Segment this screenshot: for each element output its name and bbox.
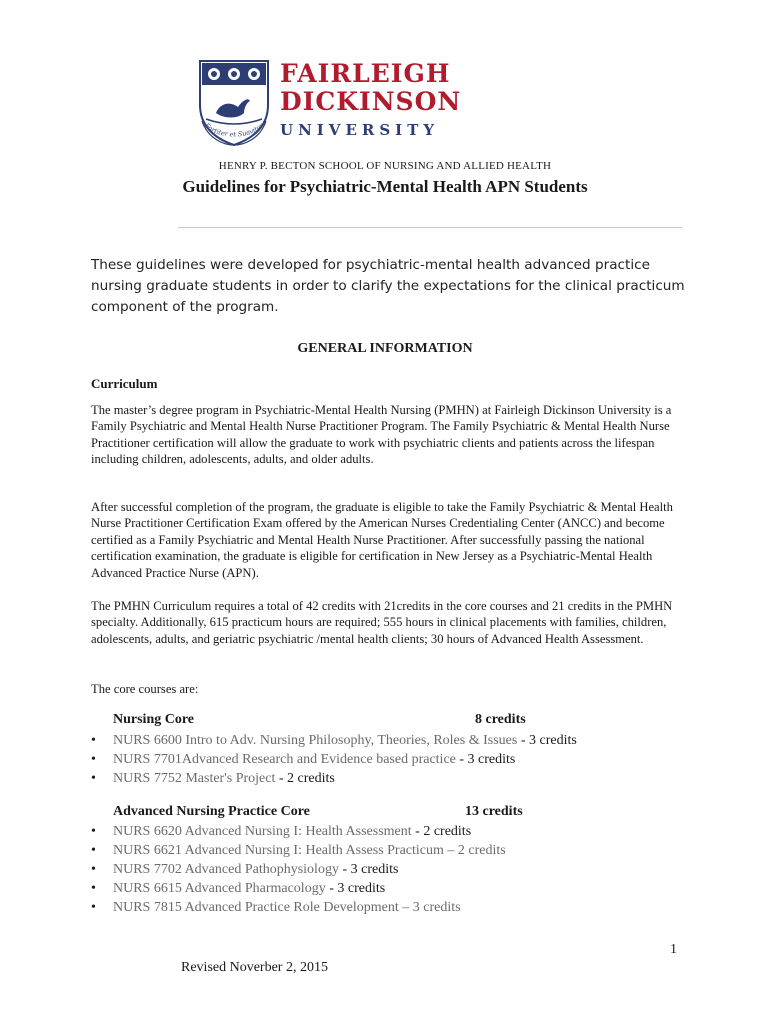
list-item xyxy=(91,769,577,788)
course-name: NURS 7701Advanced Research and Evidence based practice xyxy=(113,752,456,767)
list-item xyxy=(91,731,577,750)
title-divider xyxy=(178,227,682,228)
motto-ribbon xyxy=(194,57,274,147)
course-name: NURS 6600 Intro to Adv. Nursing Philosophy, Theories, Roles & Issues xyxy=(113,733,518,748)
bullet-icon: • xyxy=(91,824,96,839)
intro-paragraph: These guidelines were developed for psychiatric-mental health advanced practice nursing graduate students in order to clarify the expectations for the clinical practicum component of the program. xyxy=(91,257,685,315)
course-name: NURS 6621 Advanced Nursing I: Health Assess Practicum – 2 credits xyxy=(113,843,506,858)
bullet-icon: • xyxy=(91,900,96,915)
advanced-practice-course-list xyxy=(91,822,506,917)
bullet-icon: • xyxy=(91,843,96,858)
list-item xyxy=(91,822,506,841)
bullet-icon: • xyxy=(91,881,96,896)
bullet-icon: • xyxy=(91,733,96,748)
nursing-core-heading xyxy=(113,712,613,728)
logo-line-university: UNIVERSITY xyxy=(280,121,440,139)
curriculum-paragraph-1: The master’s degree program in Psychiatric-Mental Health Nursing (PMHN) at Fairleigh Dickinson University is a Family Psychiatric and Mental Health Nurse Practitioner Program. The Family Psychiatric & Mental Health Nurse Practitioner certification will allow the graduate to work with psychiatric clients and patients across the lifespan including children, adolescents, adults, and older adults. xyxy=(91,403,672,467)
bullet-icon: • xyxy=(91,752,96,767)
core-courses-intro: The core courses are: xyxy=(91,682,199,696)
curriculum-heading: Curriculum xyxy=(91,376,158,391)
course-name: NURS 7702 Advanced Pathophysiology xyxy=(113,862,339,877)
curriculum-paragraph-3: The PMHN Curriculum requires a total of 42 credits with 21credits in the core courses and 21 credits in the PMHN specialty. Additionally, 615 practicum hours are required; 555 hours in clinical placements with families, children, adolescents, adults, and geriatric psychiatric /mental health clients; 30 hours of Advanced Health Assessment. xyxy=(91,599,673,646)
list-item xyxy=(91,898,506,917)
curriculum-paragraph-2: After successful completion of the program, the graduate is eligible to take the Family Psychiatric & Mental Health Nurse Practitioner Certification Exam offered by the American Nurses Credentialing Center (ANCC) and become certified as a Family Psychiatric and Mental Health Nurse Practitioner. After successfully passing the national certification examination, the graduate is eligible for certification in New Jersey as a Psychiatric-Mental Health Advanced Practice Nurse (APN). xyxy=(91,500,673,580)
group-credits: 13 credits xyxy=(465,804,523,819)
school-name: HENRY P. BECTON SCHOOL OF NURSING AND ALLIED HEALTH xyxy=(218,160,552,172)
course-credits: - 3 credits xyxy=(517,733,577,748)
logo-line-fairleigh: FAIRLEIGH xyxy=(280,59,451,88)
bullet-icon: • xyxy=(91,862,96,877)
section-title: GENERAL INFORMATION xyxy=(297,341,473,356)
bullet-icon: • xyxy=(91,771,96,786)
group-name: Advanced Nursing Practice Core xyxy=(113,804,310,819)
document-title: Guidelines for Psychiatric-Mental Health APN Students xyxy=(182,177,588,196)
svg-text:Fortiter et Suaviter: Fortiter et Suaviter xyxy=(203,121,265,139)
list-item xyxy=(91,860,506,879)
list-item xyxy=(91,879,506,898)
course-credits: - 3 credits xyxy=(338,862,399,877)
page-number: 1 xyxy=(670,942,677,957)
nursing-core-course-list xyxy=(91,731,577,788)
group-name: Nursing Core xyxy=(113,712,195,727)
group-credits: 8 credits xyxy=(475,712,526,727)
list-item xyxy=(91,841,506,860)
advanced-practice-core-heading xyxy=(113,804,613,820)
university-logo xyxy=(194,57,462,147)
course-credits: - 3 credits xyxy=(455,752,516,767)
course-name: NURS 6615 Advanced Pharmacology xyxy=(113,881,326,896)
revision-date: Revised Noverber 2, 2015 xyxy=(181,960,328,975)
list-item xyxy=(91,750,577,769)
course-name: NURS 7815 Advanced Practice Role Development – 3 credits xyxy=(113,900,461,915)
course-name: NURS 6620 Advanced Nursing I: Health Assessment xyxy=(113,824,412,839)
logo-line-dickinson: DICKINSON xyxy=(280,87,462,116)
course-credits: - 2 credits xyxy=(275,771,335,786)
course-credits: - 2 credits xyxy=(411,824,472,839)
course-credits: - 3 credits xyxy=(325,881,386,896)
course-name: NURS 7752 Master's Project xyxy=(113,771,276,786)
